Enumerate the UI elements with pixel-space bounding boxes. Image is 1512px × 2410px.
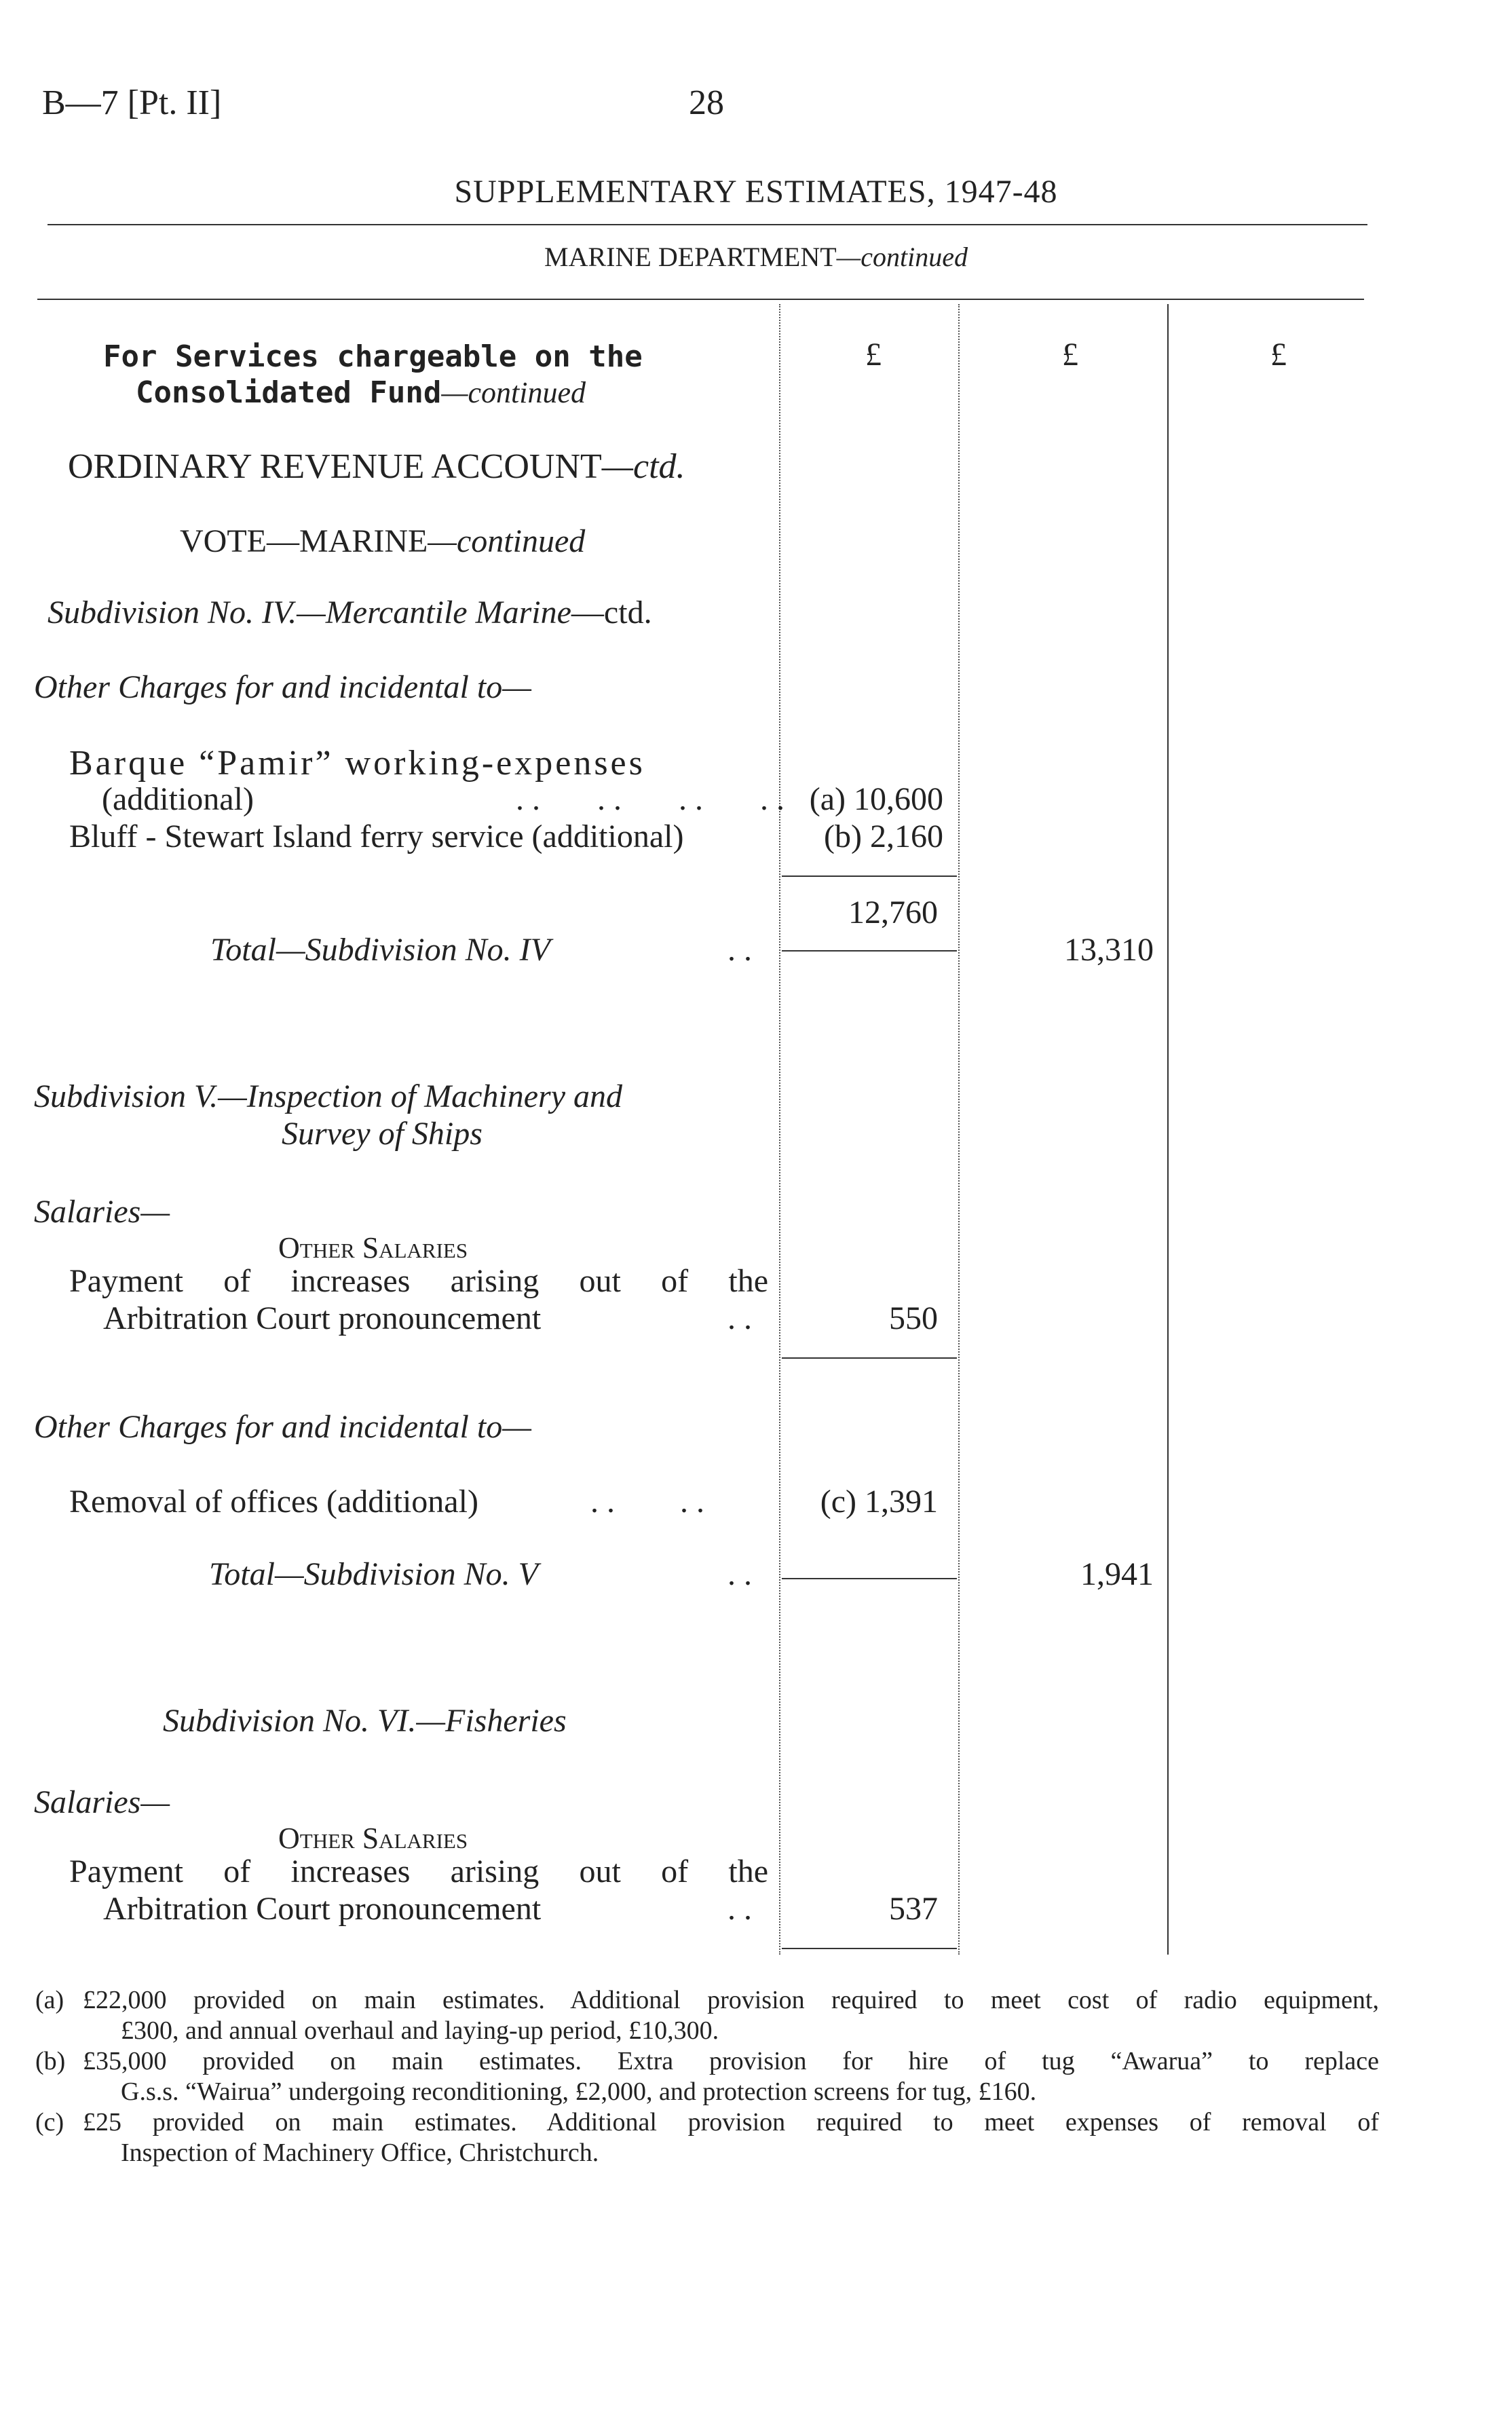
subdivision-6-payment-line2: Arbitration Court pronouncement — [103, 1891, 542, 1927]
footnote-b-line1: £35,000 provided on main estimates. Extra provision for hire of tug “Awarua” to replace — [83, 2047, 1379, 2075]
subdivision-5-total-rule — [782, 1578, 957, 1579]
currency-header-3: £ — [1270, 337, 1287, 373]
bluff-ferry-value: (b) 2,160 — [824, 818, 943, 854]
account-heading: ORDINARY REVENUE ACCOUNT—ctd. — [68, 447, 685, 486]
barque-pamir-value: (a) 10,600 — [809, 781, 943, 817]
subdivision-5-total-dots: . . — [727, 1556, 752, 1592]
currency-header-1: £ — [865, 337, 882, 373]
table-top-rule — [37, 299, 1364, 300]
subdivision-4-total-dots: . . — [727, 932, 752, 968]
subdivision-5-payment-line2: Arbitration Court pronouncement — [103, 1300, 542, 1336]
subdivision-4-total: 13,310 — [1064, 932, 1154, 968]
document-ref: B—7 [Pt. II] — [42, 83, 222, 122]
subdivision-5-title-line1: Subdivision V.—Inspection of Machinery and — [34, 1078, 622, 1114]
subdivision-6-payment-line1: Payment of increases arising out of the — [69, 1853, 768, 1889]
subdivision-5-payment-line1: Payment of increases arising out of the — [69, 1263, 768, 1299]
column-divider-2 — [958, 304, 960, 1955]
subdivision-4-other-charges: Other Charges for and incidental to— — [34, 669, 531, 705]
subdivision-5-payment-dots: . . — [727, 1300, 752, 1336]
subdivision-5-salary-rule — [782, 1357, 957, 1359]
footnote-a-line2: £300, and annual overhaul and laying-up period, £10,300. — [121, 2016, 719, 2045]
footnote-a-line1: £22,000 provided on main estimates. Additional provision required to meet cost of radio equipment, — [83, 1986, 1379, 2014]
vote-heading: VOTE—MARINE—continued — [180, 523, 586, 559]
column-divider-3 — [1167, 304, 1169, 1955]
barque-pamir-line2: (additional) — [102, 781, 254, 817]
subdivision-5-salaries: Salaries— — [34, 1194, 170, 1230]
bluff-ferry-item: Bluff - Stewart Island ferry service (additional) — [69, 818, 684, 854]
barque-pamir-dots: . . . . . . . . — [516, 781, 785, 817]
page-title: SUPPLEMENTARY ESTIMATES, 1947-48 — [454, 174, 1058, 210]
subdivision-5-other-salaries: Other Salaries — [278, 1231, 468, 1264]
page-number: 28 — [689, 83, 724, 122]
currency-header-2: £ — [1062, 337, 1078, 373]
removal-of-offices-dots: . . . . — [590, 1484, 704, 1520]
subdivision-4-title: Subdivision No. IV.—Mercantile Marine—ctd. — [48, 595, 652, 630]
subdivision-5-total: 1,941 — [1080, 1556, 1154, 1592]
title-rule — [48, 224, 1367, 225]
footnote-c-line1: £25 provided on main estimates. Additional provision required to meet expenses of removal of — [83, 2108, 1379, 2136]
subdivision-5-title-line2: Survey of Ships — [282, 1116, 483, 1152]
subtotal-rule-top — [782, 875, 957, 877]
footnote-c-mark: (c) — [35, 2108, 64, 2136]
footnote-b-mark: (b) — [35, 2047, 66, 2075]
footnote-c-line2: Inspection of Machinery Office, Christchurch. — [121, 2139, 599, 2167]
subdivision-6-payment-dots: . . — [727, 1891, 752, 1927]
subdivision-5-payment-value: 550 — [889, 1300, 938, 1336]
barque-pamir-line1: Barque “Pamir” working-expenses — [69, 744, 645, 783]
subdivision-6-salaries: Salaries— — [34, 1784, 170, 1820]
subdivision-4-total-label: Total—Subdivision No. IV — [210, 932, 550, 968]
section-heading-line2: Consolidated Fund—continued — [136, 375, 586, 410]
removal-of-offices-item: Removal of offices (additional) — [69, 1484, 478, 1520]
subdivision-5-other-charges: Other Charges for and incidental to— — [34, 1409, 531, 1445]
footnote-a-mark: (a) — [35, 1986, 64, 2014]
section-heading-line1: For Services chargeable on the — [103, 339, 643, 374]
subdivision-6-rule — [782, 1948, 957, 1949]
removal-of-offices-value: (c) 1,391 — [820, 1484, 938, 1520]
footnote-b-line2: G.s.s. “Wairua” undergoing reconditioning, £2,000, and protection screens for tug, £160. — [121, 2077, 1037, 2106]
subdivision-5-total-label: Total—Subdivision No. V — [209, 1556, 538, 1592]
subdivision-6-other-salaries: Other Salaries — [278, 1822, 468, 1855]
subtotal-rule-bottom — [782, 950, 957, 952]
subdivision-4-subtotal: 12,760 — [848, 895, 938, 930]
subdivision-6-payment-value: 537 — [889, 1891, 938, 1927]
department-heading: MARINE DEPARTMENT—continued — [544, 242, 968, 272]
subdivision-6-title: Subdivision No. VI.—Fisheries — [163, 1703, 567, 1739]
column-divider-1 — [779, 304, 780, 1955]
